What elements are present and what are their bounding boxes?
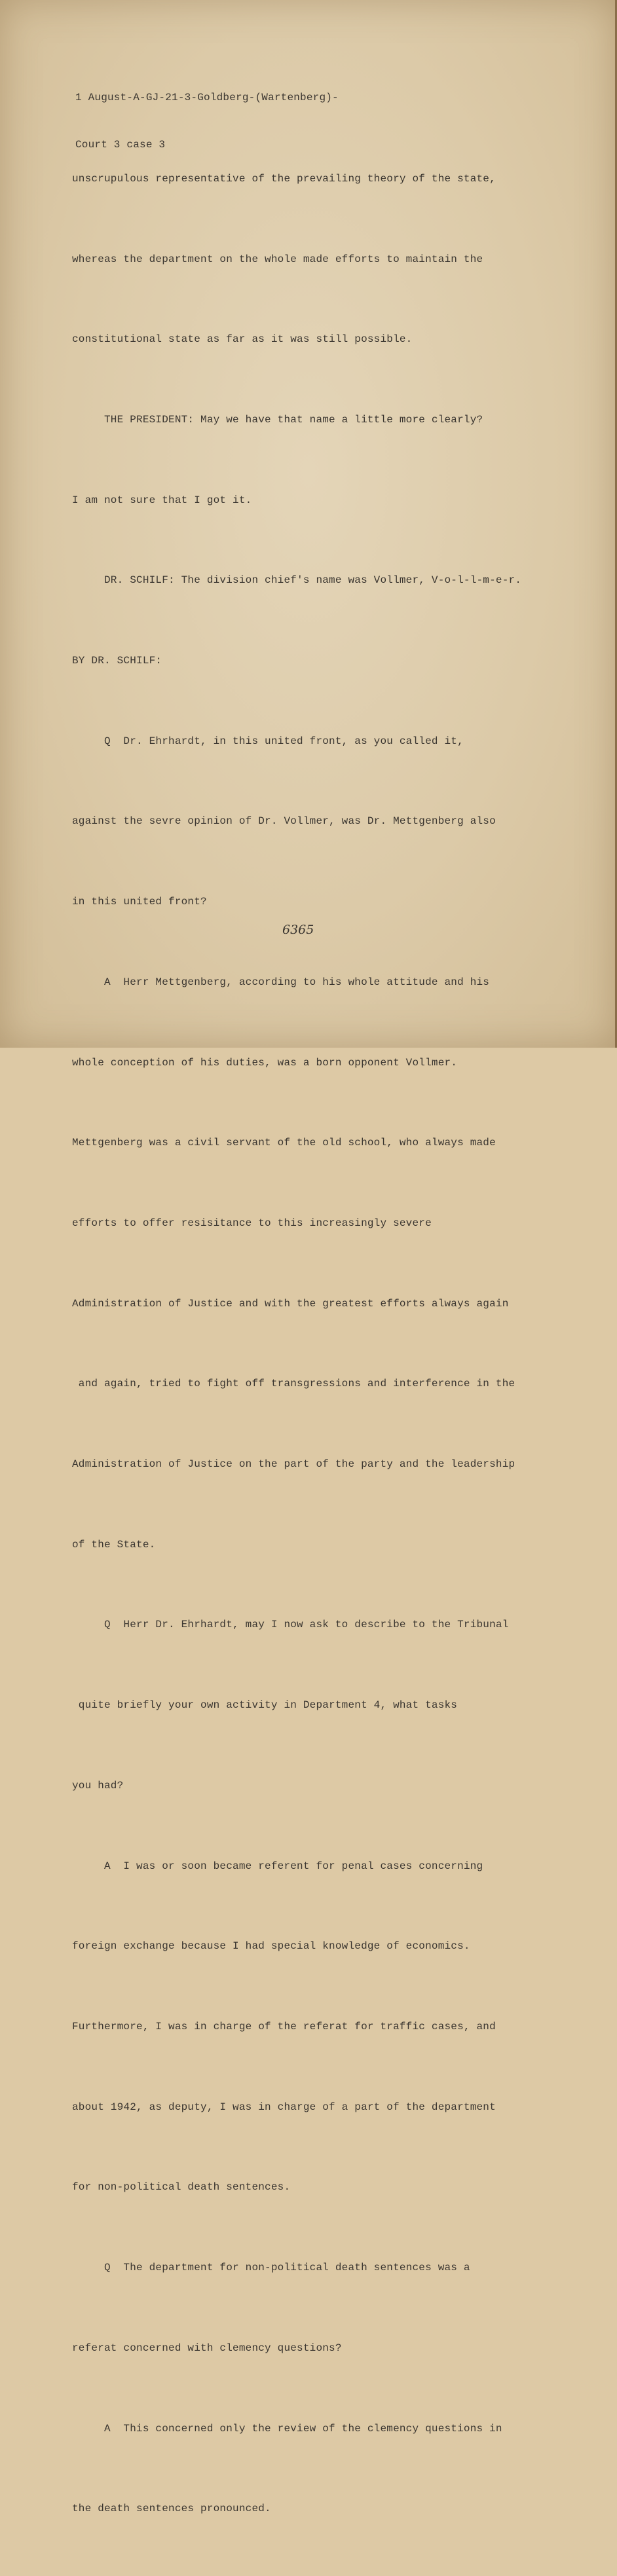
- transcript-line: Furthermore, I was in charge of the referat for traffic cases, and: [72, 2020, 496, 2033]
- transcript-line: Administration of Justice and with the greatest efforts always again: [72, 1297, 509, 1310]
- transcript-line: foreign exchange because I had special knowledge of economics.: [72, 1940, 470, 1953]
- transcript-line: against the sevre opinion of Dr. Vollmer, was Dr. Mettgenberg also: [72, 815, 496, 828]
- transcript-line: Q Herr Dr. Ehrhardt, may I now ask to describe to the Tribunal: [72, 1619, 509, 1631]
- transcript-line: referat concerned with clemency questions?: [72, 2342, 342, 2354]
- transcript-line: and again, tried to fight off transgressions and interference in the: [72, 1378, 515, 1390]
- page-number: 6365: [282, 923, 314, 937]
- transcript-line: in this united front?: [72, 896, 207, 908]
- transcript-line: A This concerned only the review of the clemency questions in: [72, 2422, 502, 2435]
- transcript-line: THE PRESIDENT: May we have that name a little more clearly?: [72, 413, 483, 426]
- transcript-body: [72, 112, 521, 2576]
- transcript-line: Mettgenberg was a civil servant of the old school, who always made: [72, 1137, 496, 1149]
- transcript-line: A I was or soon became referent for penal cases concerning: [72, 1860, 483, 1872]
- transcript-line: Q The department for non-political death sentences was a: [72, 2262, 470, 2274]
- transcript-line: unscrupulous representative of the prevailing theory of the state,: [72, 172, 496, 185]
- transcript-line: whereas the department on the whole made efforts to maintain the: [72, 253, 483, 265]
- transcript-line: Q Dr. Ehrhardt, in this united front, as you called it,: [72, 735, 464, 747]
- transcript-line: whole conception of his duties, was a born opponent Vollmer.: [72, 1056, 458, 1069]
- transcript-line: Administration of Justice on the part of the party and the leadership: [72, 1458, 515, 1471]
- transcript-line: quite briefly your own activity in Department 4, what tasks: [72, 1699, 458, 1712]
- header-line-1: 1 August-A-GJ-21-3-Goldberg-(Wartenberg)-: [75, 92, 339, 103]
- transcript-line: DR. SCHILF: The division chief's name was Vollmer, V-o-l-l-m-e-r.: [72, 574, 522, 587]
- transcript-line: constitutional state as far as it was still possible.: [72, 333, 413, 346]
- transcript-line: I am not sure that I got it.: [72, 494, 252, 506]
- transcript-line: of the State.: [72, 1538, 156, 1551]
- transcript-line: the death sentences pronounced.: [72, 2503, 271, 2515]
- header-line-2: Court 3 case 3: [75, 139, 166, 151]
- transcript-line: efforts to offer resisitance to this increasingly severe: [72, 1217, 432, 1229]
- transcript-line: A Herr Mettgenberg, according to his whole attitude and his: [72, 976, 490, 988]
- transcript-line: you had?: [72, 1779, 124, 1792]
- transcript-line: BY DR. SCHILF:: [72, 655, 162, 667]
- transcript-line: about 1942, as deputy, I was in charge of a part of the department: [72, 2101, 496, 2113]
- transcript-line: for non-political death sentences.: [72, 2181, 291, 2194]
